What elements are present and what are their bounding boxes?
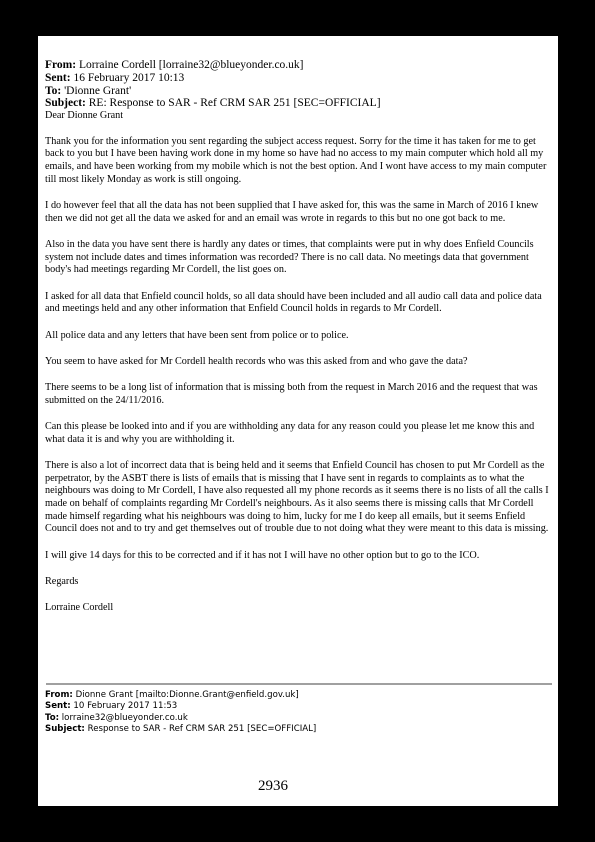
page-number: 2936 xyxy=(258,778,288,794)
subject-label: Subject: xyxy=(45,97,86,110)
email-header-sent xyxy=(45,72,553,85)
email-header-from xyxy=(45,59,553,72)
email-body xyxy=(45,59,553,629)
email-header-to xyxy=(45,85,553,98)
to-value: 'Dionne Grant' xyxy=(64,84,132,97)
quoted-to-value: lorraine32@blueyonder.co.uk xyxy=(61,712,188,723)
signature: Lorraine Cordell xyxy=(45,602,114,614)
paragraph: Can this please be looked into and if you are withholding any data for any reason could you please let me know this and what data it is and why you are withholding it. xyxy=(45,421,535,445)
paragraph: Thank you for the information you sent regarding the subject access request. Sorry for the time it has taken for me to get back to you but I have been having work done in my home so have had no access to my main computer which hold all my emails, and have been working from my mobile which is not the best option. And I wont have access to my main computer till most likely Monday as work is still ongoing. xyxy=(45,135,547,185)
from-value: Lorraine Cordell [lorraine32@blueyonder.co.uk] xyxy=(78,59,304,71)
quoted-subject-value: Response to SAR - Ref CRM SAR 251 [SEC=OFFICIAL] xyxy=(87,724,317,735)
from-label: From: xyxy=(45,59,77,71)
quoted-email-divider xyxy=(46,683,552,685)
closing-regards: Regards xyxy=(45,576,79,587)
sent-label: Sent: xyxy=(45,71,71,84)
quoted-to xyxy=(45,713,553,724)
paragraph: Also in the data you have sent there is hardly any dates or times, that complaints were put in why does Enfield Councils system not include dates and times information was recorded? There is no call data. No meetings data that government body's had meetings regarding Mr Cordell, the list goes on. xyxy=(45,238,534,276)
paragraph: You seem to have asked for Mr Cordell health records who was this asked from and who gave the data? xyxy=(45,355,468,367)
quoted-subject xyxy=(45,724,553,735)
paragraph: I do however feel that all the data has not been supplied that I have asked for, this was the same in March of 2016 I knew then we did not get all the data we asked for and an email was wrote in regards to this but no one got back to me. xyxy=(45,199,539,224)
quoted-email-header xyxy=(45,690,553,736)
sent-value: 16 February 2017 10:13 xyxy=(73,71,185,84)
paragraph: All police data and any letters that have been sent from police or to police. xyxy=(45,329,349,341)
document-page xyxy=(38,36,558,806)
quoted-from-value: Dionne Grant [mailto:Dionne.Grant@enfield.gov.uk] xyxy=(75,690,299,700)
to-label: To: xyxy=(45,84,62,97)
quoted-sent xyxy=(45,701,553,712)
paragraph: I asked for all data that Enfield council holds, so all data should have been included and all audio call data and police data and meetings held and any other information that Enfield Council holds in regards to Mr Cordell. xyxy=(45,290,542,315)
quoted-from-label: From: xyxy=(45,690,73,700)
paragraph: There seems to be a long list of information that is missing both from the request in March 2016 and the request that was submitted on the 24/11/2016. xyxy=(45,382,538,406)
paragraph: I will give 14 days for this to be corrected and if it has not I will have no other option but to go to the ICO. xyxy=(45,549,480,561)
greeting: Dear Dionne Grant xyxy=(45,110,124,122)
quoted-subject-label: Subject: xyxy=(45,724,85,735)
email-header-subject xyxy=(45,97,553,110)
subject-value: RE: Response to SAR - Ref CRM SAR 251 [SEC=OFFICIAL] xyxy=(88,97,381,110)
paragraph: There is also a lot of incorrect data that is being held and it seems that Enfield Council has chosen to put Mr Cordell as the perpetrator, by the ASBT there is lists of emails that is missing that I have sent in regards to complaints as to what the neighbours was doing to Mr Cordell, I have also requested all my phone records as it seems there is no lists of all the calls I made on behalf of complaints regarding Mr Cordell's neighbours. As it also seems there is missing calls that Mr Cordell made himself regarding what his neighbours was doing to him, lucky for me I do keep all emails, but it seems Enfield Council does not and to try and get themselves out of trouble due to not doing what they were meant to this data is missing. xyxy=(45,460,549,535)
quoted-sent-label: Sent: xyxy=(45,701,71,712)
quoted-from xyxy=(45,690,553,701)
quoted-to-label: To: xyxy=(45,712,60,723)
quoted-sent-value: 10 February 2017 11:53 xyxy=(73,701,178,712)
